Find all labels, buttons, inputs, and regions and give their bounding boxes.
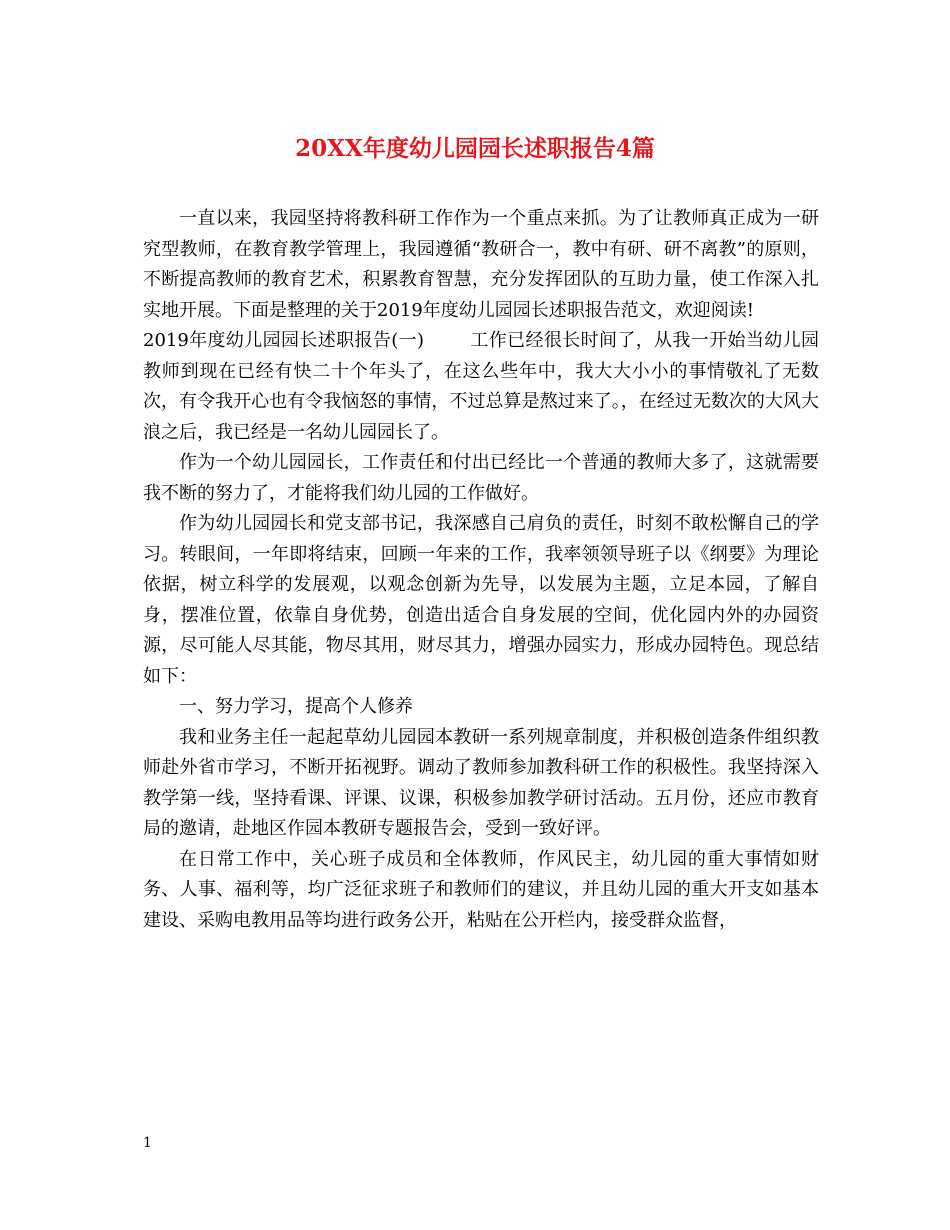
document-body [143, 204, 819, 936]
section-first-paragraph [143, 326, 819, 448]
page-number: 1 [143, 1135, 152, 1151]
document-title: 20XX年度幼儿园园长述职报告4篇 [295, 135, 655, 162]
body-paragraph: 在日常工作中，关心班子成员和全体教师，作风民主，幼儿园的重大事情如财务、人事、福利等，均广泛征求班子和教师们的建议，并且幼儿园的重大开支如基本建设、采购电教用品等均进行政务公开，粘贴在公开栏内，接受群众监督， [143, 848, 819, 931]
subsection-heading: 一、努力学习，提高个人修养 [179, 696, 413, 717]
body-paragraph: 作为一个幼儿园园长，工作责任和付出已经比一个普通的教师大多了，这就需要我不断的努力了，才能将我们幼儿园的工作做好。 [143, 452, 819, 504]
section-first-text: 工作已经很长时间了，从我一开始当幼儿园教师到现在已经有快二十个年头了，在这么些年中，我大大小小的事情敬礼了无数次，有令我开心也有令我恼怒的事情，不过总算是熬过来了。，在经过无数次的大风大浪之后，我已经是一名幼儿园园长了。 [143, 330, 820, 443]
body-paragraph: 我和业务主任一起起草幼儿园园本教研一系列规章制度，并积极创造条件组织教师赴外省市学习，不断开拓视野。调动了教师参加教科研工作的积极性。我坚持深入教学第一线，坚持看课、评课、议课，积极参加教学研讨活动。五月份，还应市教育局的邀请，赴地区作园本教研专题报告会，受到一致好评。 [143, 726, 819, 839]
body-paragraph: 作为幼儿园园长和党支部书记，我深感自己肩负的责任，时刻不敢松懈自己的学习。转眼间，一年即将结束，回顾一年来的工作，我率领领导班子以《纲要》为理论依据，树立科学的发展观，以观念创新为先导，以发展为主题，立足本园，了解自身，摆准位置，依靠自身优势，创造出适合自身发展的空间，优化园内外的办园资源，尽可能人尽其能，物尽其用，财尽其力，增强办园实力，形成办园特色。现总结如下： [143, 513, 819, 687]
section-heading: 2019年度幼儿园园长述职报告(一) [143, 330, 425, 351]
intro-paragraph: 一直以来，我园坚持将教科研工作作为一个重点来抓。为了让教师真正成为一研究型教师，在教育教学管理上，我园遵循“教研合一，教中有研、研不离教”的原则，不断提高教师的教育艺术，积累教育智慧，充分发挥团队的互助力量，使工作深入扎实地开展。下面是整理的关于2019年度幼儿园园长述职报告范文，欢迎阅读! [143, 208, 819, 321]
